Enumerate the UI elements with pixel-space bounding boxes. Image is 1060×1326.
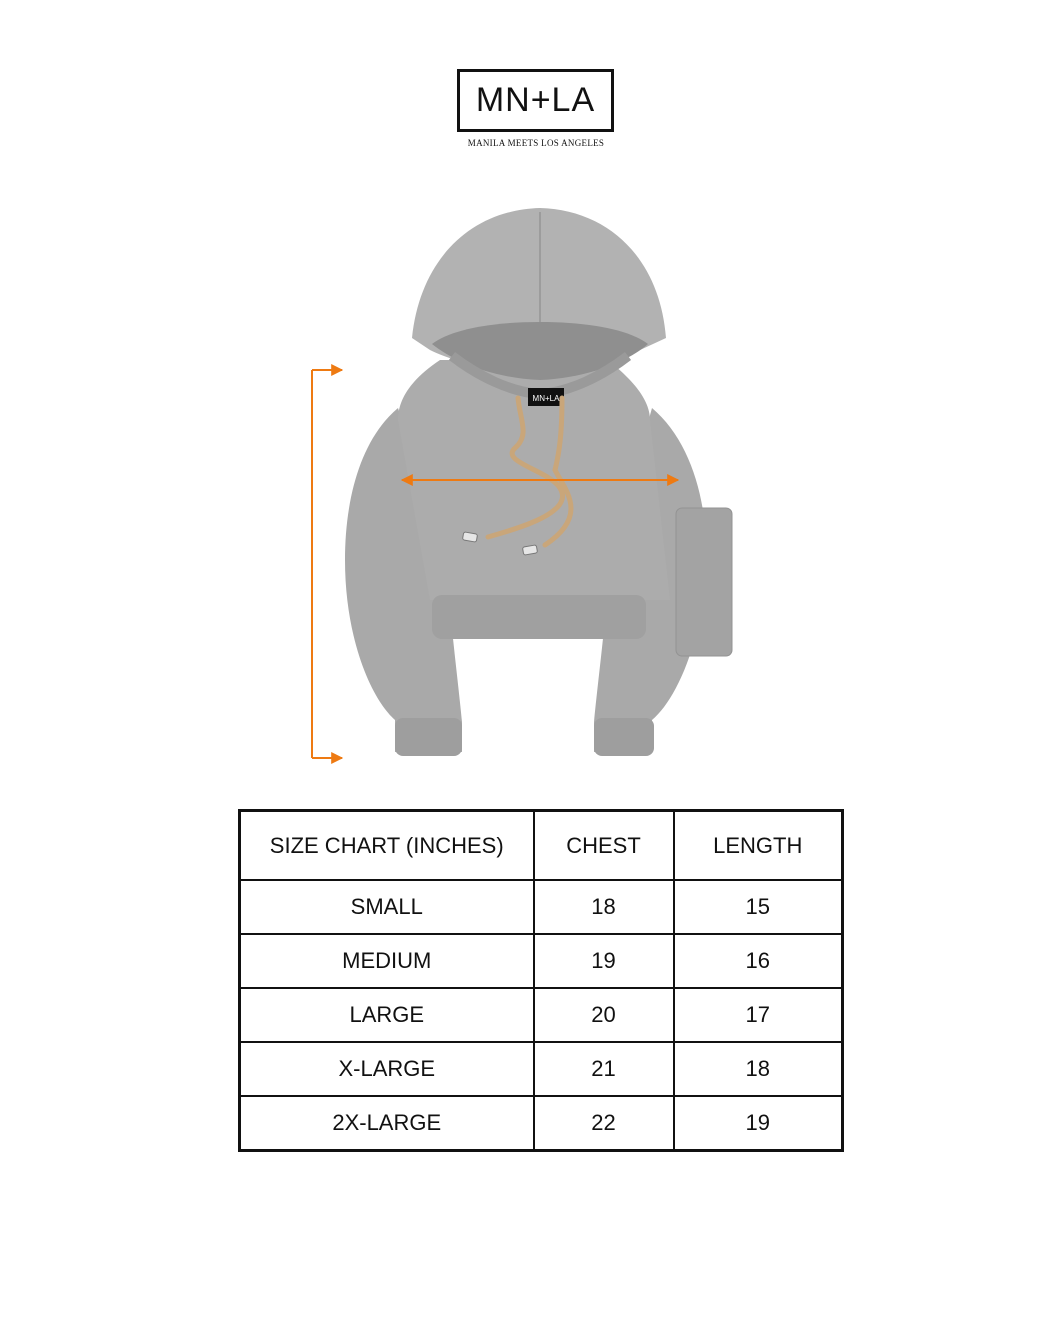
- table-row: [240, 1096, 843, 1151]
- neck-label-text: MN+LA: [532, 394, 560, 403]
- size-cell: X-LARGE: [240, 1042, 534, 1096]
- size-cell: SMALL: [240, 880, 534, 934]
- size-cell: LARGE: [240, 988, 534, 1042]
- length-cell: 19: [674, 1096, 843, 1151]
- hoodie-body: [345, 208, 732, 756]
- size-cell: 2X-LARGE: [240, 1096, 534, 1151]
- size-cell: MEDIUM: [240, 934, 534, 988]
- header-size-chart: SIZE CHART (INCHES): [240, 811, 534, 881]
- length-cell: 15: [674, 880, 843, 934]
- logo-text: MN+LA: [475, 81, 596, 119]
- table-row: [240, 934, 843, 988]
- brand-tagline: MANILA MEETS LOS ANGELES: [467, 138, 605, 148]
- chest-cell: 21: [534, 1042, 674, 1096]
- length-measure-bracket: [312, 370, 342, 758]
- table-row: [240, 988, 843, 1042]
- length-cell: 16: [674, 934, 843, 988]
- chest-cell: 20: [534, 988, 674, 1042]
- chest-cell: 22: [534, 1096, 674, 1151]
- header-length: LENGTH: [674, 811, 843, 881]
- length-cell: 17: [674, 988, 843, 1042]
- size-chart-header-row: [240, 811, 843, 881]
- size-chart-table: [238, 809, 844, 1152]
- header-chest: CHEST: [534, 811, 674, 881]
- table-row: [240, 880, 843, 934]
- length-cell: 18: [674, 1042, 843, 1096]
- table-row: [240, 1042, 843, 1096]
- chest-cell: 18: [534, 880, 674, 934]
- chest-cell: 19: [534, 934, 674, 988]
